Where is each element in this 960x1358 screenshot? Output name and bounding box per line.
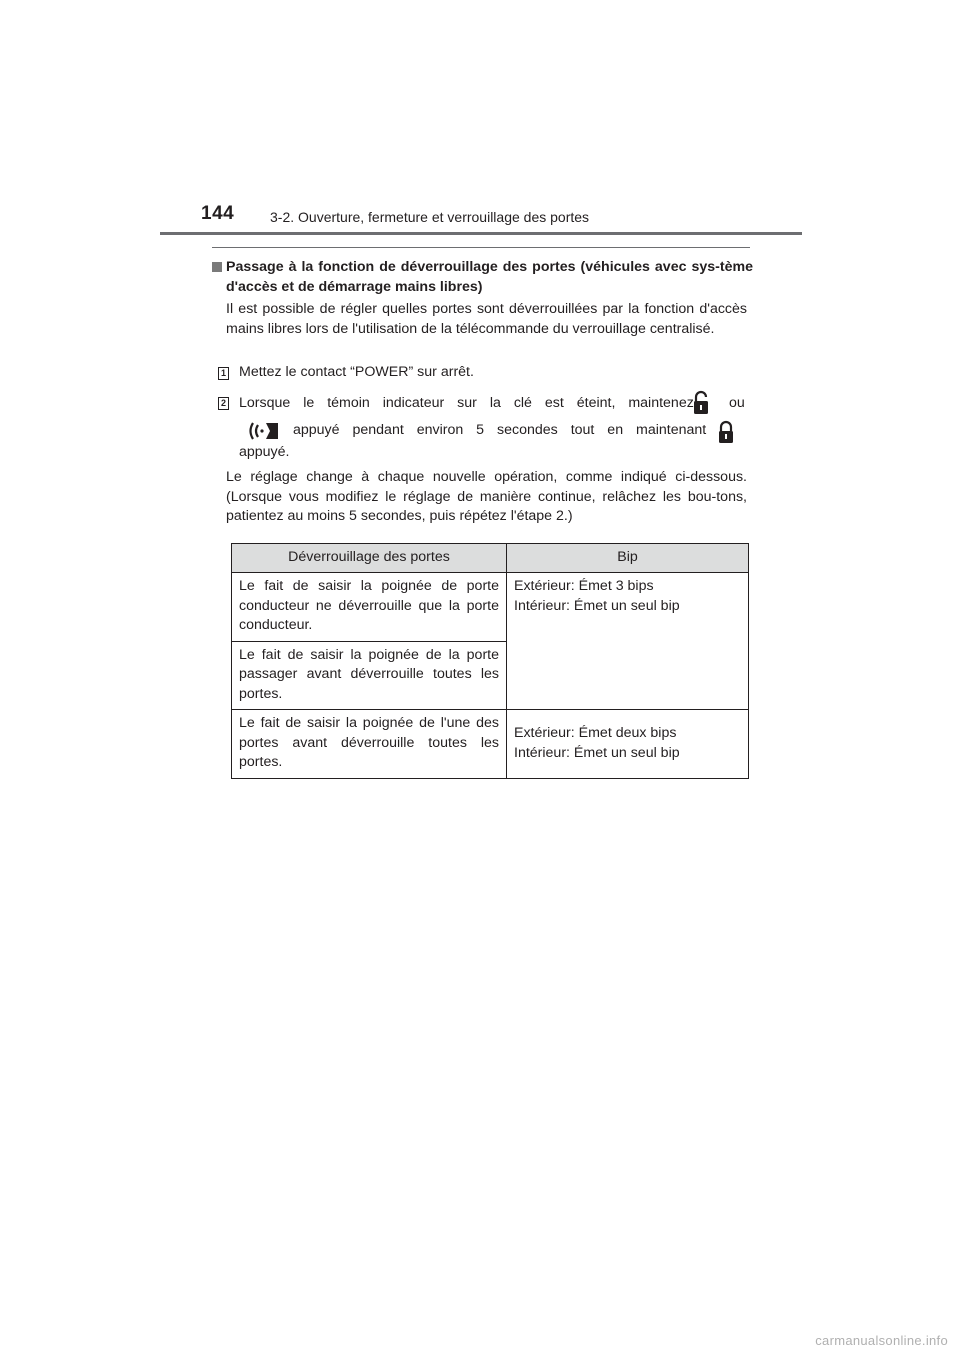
bip-interior: Intérieur: Émet un seul bip	[514, 597, 680, 614]
bip-exterior: Extérieur: Émet deux bips	[514, 725, 677, 741]
table-header-row	[232, 544, 749, 573]
bip-cell	[507, 710, 749, 779]
intro-paragraph: Il est possible de régler quelles portes sont déverrouillées par la fonction d'accès mains libres lors de l'utilisation de la télécommande du verrouillage centralisé.	[226, 301, 747, 337]
section-heading: Passage à la fonction de déverrouillage des portes (véhicules avec sys-tème d'accès et de démarrage mains libres)	[226, 259, 753, 295]
bip-cell	[507, 573, 749, 710]
column-header-unlock: Déverrouillage des portes	[232, 544, 507, 573]
page-number: 144	[201, 203, 235, 224]
step-1-badge: 1	[218, 367, 229, 380]
step-1-text: Mettez le contact “POWER” sur arrêt.	[239, 364, 474, 380]
unlock-cell: Le fait de saisir la poignée de porte conducteur ne déverrouille que la porte conducteur.	[232, 573, 507, 642]
unlock-icon	[690, 390, 712, 416]
section-rule	[212, 247, 750, 248]
step-2-text-line2: appuyé pendant environ 5 secondes tout en maintenant	[293, 422, 707, 438]
watermark: carmanualsonline.info	[815, 1333, 948, 1348]
table-row	[232, 710, 749, 779]
column-header-bip: Bip	[507, 544, 749, 573]
step-2-badge: 2	[218, 397, 229, 410]
trunk-icon	[244, 420, 280, 442]
note-paragraph: Le réglage change à chaque nouvelle opération, comme indiqué ci-dessous. (Lorsque vous modifiez le réglage de manière continue, relâchez les bou-tons, patientez au moins 5 secondes, puis répétez l'étape 2.)	[226, 469, 747, 524]
section-title: 3-2. Ouverture, fermeture et verrouillage des portes	[270, 209, 590, 225]
step-2-or: ou	[729, 395, 745, 411]
step-2-text-line1	[239, 395, 694, 411]
unlock-cell: Le fait de saisir la poignée de la porte passager avant déverrouille toutes les portes.	[232, 641, 507, 710]
bip-exterior: Extérieur: Émet 3 bips	[514, 578, 654, 594]
unlock-settings-table	[231, 543, 749, 779]
heading-bullet-icon	[212, 262, 222, 272]
bip-interior: Intérieur: Émet un seul bip	[514, 744, 680, 761]
step-2-text-line3: appuyé.	[239, 444, 290, 460]
header-rule	[160, 232, 802, 235]
step-2-text-part1: Lorsque le témoin indicateur sur la clé est éteint, maintenez	[239, 395, 694, 411]
table-row	[232, 573, 749, 642]
unlock-cell: Le fait de saisir la poignée de l'une des portes avant déverrouille toutes les portes.	[232, 710, 507, 779]
lock-icon	[716, 420, 736, 444]
